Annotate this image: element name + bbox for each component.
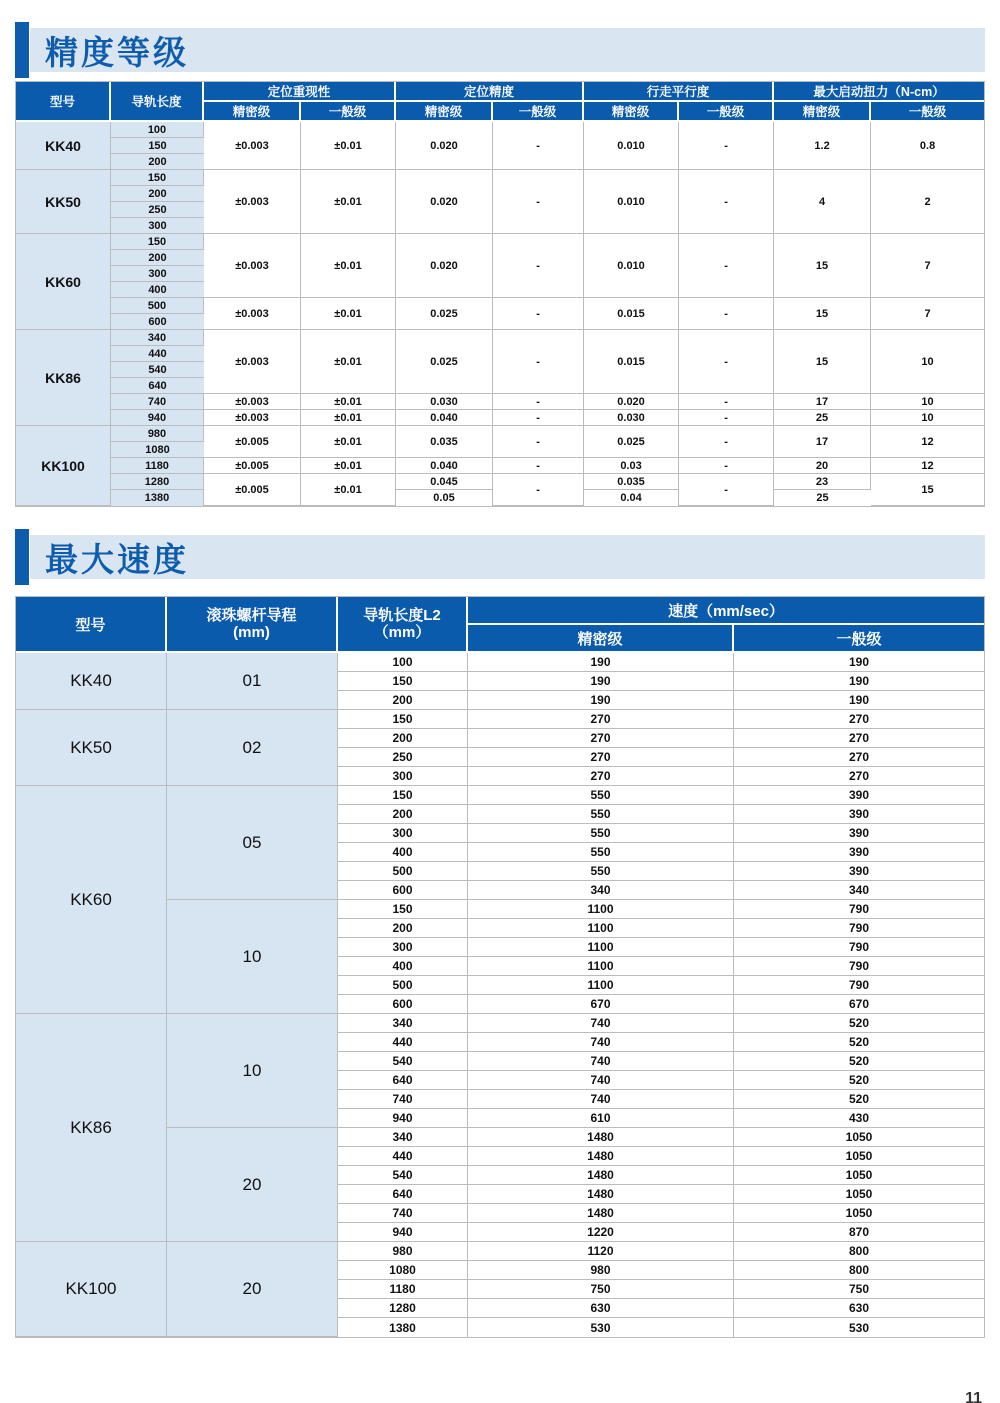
col-group-positioning-accuracy: 定位精度 (396, 82, 584, 102)
value-cell: 15 (774, 298, 871, 330)
precision-section-banner (15, 28, 985, 72)
value-cell: 1480 (468, 1147, 734, 1166)
value-cell: 750 (468, 1280, 734, 1299)
length-cell: 1080 (111, 442, 204, 458)
value-cell: 600 (338, 995, 468, 1014)
table-row (16, 234, 984, 250)
precision-table-body (16, 122, 984, 506)
value-cell: 7 (871, 234, 984, 298)
value-cell: 150 (338, 786, 468, 805)
col-header-rail-length-l2 (338, 597, 468, 653)
value-cell: - (493, 474, 584, 506)
value-cell: 25 (774, 490, 871, 506)
value-cell: 0.045 (396, 474, 493, 490)
lead-cell: 10 (167, 1014, 338, 1128)
value-cell: 1480 (468, 1185, 734, 1204)
value-cell: 0.040 (396, 458, 493, 474)
value-cell: 440 (338, 1033, 468, 1052)
col-group-speed: 速度（mm/sec） (468, 597, 984, 625)
value-cell: 0.040 (396, 410, 493, 426)
value-cell: - (679, 394, 774, 410)
subheader-general-grade: 一般级 (493, 102, 584, 122)
value-cell: 10 (871, 394, 984, 410)
value-cell: 630 (468, 1299, 734, 1318)
value-cell: ±0.005 (204, 426, 301, 458)
value-cell: - (679, 410, 774, 426)
value-cell: 200 (338, 805, 468, 824)
value-cell: 740 (468, 1014, 734, 1033)
header-row-groups (16, 82, 984, 102)
value-cell: 520 (734, 1052, 984, 1071)
speed-table-body (16, 653, 984, 1337)
value-cell: 0.020 (396, 170, 493, 234)
value-cell: 12 (871, 426, 984, 458)
subheader-precision-grade: 精密级 (396, 102, 493, 122)
value-cell: 0.04 (584, 490, 679, 506)
length-cell: 500 (111, 298, 204, 314)
value-cell: 390 (734, 805, 984, 824)
value-cell: 1050 (734, 1204, 984, 1223)
value-cell: 270 (468, 710, 734, 729)
value-cell: 0.020 (396, 234, 493, 298)
value-cell: 0.03 (584, 458, 679, 474)
lead-cell: 01 (167, 653, 338, 710)
length-cell: 940 (111, 410, 204, 426)
value-cell: 200 (338, 729, 468, 748)
value-cell: 270 (468, 748, 734, 767)
col-header-screw-lead (167, 597, 338, 653)
value-cell: 790 (734, 900, 984, 919)
model-cell: KK86 (16, 1014, 167, 1242)
screw-lead-label: 滚珠螺杆导程 (206, 606, 297, 624)
value-cell: 1480 (468, 1166, 734, 1185)
value-cell: ±0.003 (204, 394, 301, 410)
length-cell: 300 (111, 218, 204, 234)
value-cell: 1380 (338, 1318, 468, 1337)
value-cell: 610 (468, 1109, 734, 1128)
value-cell: ±0.01 (301, 426, 396, 458)
value-cell: 10 (871, 330, 984, 394)
value-cell: ±0.01 (301, 394, 396, 410)
value-cell: 400 (338, 957, 468, 976)
value-cell: 800 (734, 1242, 984, 1261)
value-cell: 200 (338, 691, 468, 710)
length-cell: 1280 (111, 474, 204, 490)
col-header-model: 型号 (16, 82, 111, 122)
value-cell: 100 (338, 653, 468, 672)
value-cell: 520 (734, 1014, 984, 1033)
value-cell: 1.2 (774, 122, 871, 170)
value-cell: 0.020 (396, 122, 493, 170)
value-cell: - (679, 234, 774, 298)
model-cell: KK50 (16, 710, 167, 786)
value-cell: - (493, 426, 584, 458)
value-cell: 150 (338, 710, 468, 729)
value-cell: ±0.01 (301, 410, 396, 426)
value-cell: - (493, 298, 584, 330)
value-cell: 520 (734, 1033, 984, 1052)
model-cell: KK60 (16, 234, 111, 330)
value-cell: 0.025 (396, 330, 493, 394)
table-row (16, 1014, 984, 1033)
value-cell: - (493, 410, 584, 426)
value-cell: 0.025 (396, 298, 493, 330)
value-cell: 430 (734, 1109, 984, 1128)
speed-section-banner (15, 535, 985, 579)
value-cell: 550 (468, 805, 734, 824)
length-cell: 200 (111, 186, 204, 202)
value-cell: ±0.003 (204, 170, 301, 234)
lead-cell: 10 (167, 900, 338, 1014)
value-cell: 0.010 (584, 234, 679, 298)
model-cell: KK50 (16, 170, 111, 234)
value-cell: 300 (338, 938, 468, 957)
value-cell: 790 (734, 957, 984, 976)
table-row (16, 410, 984, 426)
value-cell: 0.8 (871, 122, 984, 170)
value-cell: - (679, 474, 774, 506)
length-cell: 1180 (111, 458, 204, 474)
accent-bar (15, 22, 29, 78)
banner-background (30, 535, 985, 579)
value-cell: 440 (338, 1147, 468, 1166)
length-cell: 300 (111, 266, 204, 282)
value-cell: 0.030 (396, 394, 493, 410)
accent-bar (15, 529, 29, 585)
value-cell: 190 (468, 653, 734, 672)
value-cell: 12 (871, 458, 984, 474)
value-cell: 20 (774, 458, 871, 474)
value-cell: 940 (338, 1109, 468, 1128)
length-cell: 640 (111, 378, 204, 394)
value-cell: 1100 (468, 938, 734, 957)
value-cell: 150 (338, 900, 468, 919)
lead-cell: 20 (167, 1128, 338, 1242)
value-cell: 550 (468, 843, 734, 862)
value-cell: - (679, 330, 774, 394)
value-cell: 400 (338, 843, 468, 862)
value-cell: 740 (338, 1204, 468, 1223)
value-cell: 4 (774, 170, 871, 234)
value-cell: 17 (774, 426, 871, 458)
value-cell: 15 (774, 234, 871, 298)
length-cell: 600 (111, 314, 204, 330)
value-cell: 0.020 (584, 394, 679, 410)
screw-lead-unit: (mm) (233, 624, 270, 641)
value-cell: ±0.01 (301, 234, 396, 298)
value-cell: 0.025 (584, 426, 679, 458)
model-cell: KK100 (16, 426, 111, 506)
value-cell: 520 (734, 1090, 984, 1109)
value-cell: 550 (468, 862, 734, 881)
value-cell: 190 (734, 672, 984, 691)
length-cell: 150 (111, 170, 204, 186)
length-cell: 980 (111, 426, 204, 442)
value-cell: 0.015 (584, 298, 679, 330)
rail-length-l2-unit: （mm） (373, 624, 431, 641)
value-cell: 640 (338, 1185, 468, 1204)
value-cell: 1050 (734, 1185, 984, 1204)
value-cell: ±0.003 (204, 410, 301, 426)
col-group-positioning-repeatability: 定位重现性 (204, 82, 396, 102)
value-cell: - (493, 234, 584, 298)
value-cell: 1050 (734, 1147, 984, 1166)
precision-table (16, 82, 984, 506)
value-cell: 250 (338, 748, 468, 767)
model-cell: KK40 (16, 122, 111, 170)
value-cell: 190 (468, 691, 734, 710)
value-cell: 1100 (468, 900, 734, 919)
value-cell: ±0.005 (204, 458, 301, 474)
value-cell: 500 (338, 862, 468, 881)
value-cell: - (679, 458, 774, 474)
length-cell: 1380 (111, 490, 204, 506)
value-cell: 500 (338, 976, 468, 995)
value-cell: 0.015 (584, 330, 679, 394)
table-row (16, 1242, 984, 1261)
value-cell: 270 (734, 710, 984, 729)
col-group-max-starting-torque: 最大启动扭力（N-cm） (774, 82, 984, 102)
value-cell: 270 (734, 729, 984, 748)
table-row (16, 170, 984, 186)
value-cell: 1120 (468, 1242, 734, 1261)
table-row (16, 653, 984, 672)
value-cell: - (493, 122, 584, 170)
value-cell: 540 (338, 1052, 468, 1071)
value-cell: - (493, 330, 584, 394)
speed-table (16, 597, 984, 1337)
value-cell: 0.05 (396, 490, 493, 506)
subheader-precision-grade: 精密级 (584, 102, 679, 122)
value-cell: 300 (338, 824, 468, 843)
value-cell: 790 (734, 919, 984, 938)
model-cell: KK100 (16, 1242, 167, 1337)
value-cell: 17 (774, 394, 871, 410)
length-cell: 740 (111, 394, 204, 410)
length-cell: 540 (111, 362, 204, 378)
lead-cell: 05 (167, 786, 338, 900)
table-row (16, 394, 984, 410)
value-cell: 7 (871, 298, 984, 330)
value-cell: ±0.01 (301, 170, 396, 234)
table-row (16, 786, 984, 805)
value-cell: ±0.003 (204, 298, 301, 330)
value-cell: 200 (338, 919, 468, 938)
model-cell: KK86 (16, 330, 111, 426)
value-cell: 190 (734, 691, 984, 710)
value-cell: 1100 (468, 919, 734, 938)
value-cell: 0.035 (584, 474, 679, 490)
value-cell: 980 (338, 1242, 468, 1261)
precision-section-title: 精度等级 (45, 33, 189, 71)
value-cell: 1100 (468, 957, 734, 976)
col-header-rail-length: 导轨长度 (111, 82, 204, 122)
speed-section-title: 最大速度 (45, 540, 189, 578)
value-cell: ±0.005 (204, 474, 301, 506)
value-cell: 1480 (468, 1204, 734, 1223)
value-cell: 870 (734, 1223, 984, 1242)
value-cell: 550 (468, 786, 734, 805)
value-cell: 190 (734, 653, 984, 672)
value-cell: 550 (468, 824, 734, 843)
value-cell: 630 (734, 1299, 984, 1318)
length-cell: 250 (111, 202, 204, 218)
length-cell: 200 (111, 250, 204, 266)
value-cell: - (679, 426, 774, 458)
banner-background (30, 28, 985, 72)
value-cell: 390 (734, 824, 984, 843)
value-cell: - (679, 170, 774, 234)
value-cell: 800 (734, 1261, 984, 1280)
rail-length-l2-label: 导轨长度L2 (363, 606, 441, 624)
length-cell: 100 (111, 122, 204, 138)
table-row (16, 710, 984, 729)
value-cell: 390 (734, 862, 984, 881)
value-cell: 520 (734, 1071, 984, 1090)
value-cell: 270 (734, 767, 984, 786)
value-cell: 0.010 (584, 122, 679, 170)
value-cell: 270 (468, 767, 734, 786)
value-cell: ±0.01 (301, 122, 396, 170)
value-cell: 670 (734, 995, 984, 1014)
col-header-model: 型号 (16, 597, 167, 653)
value-cell: - (679, 122, 774, 170)
length-cell: 150 (111, 234, 204, 250)
precision-table-wrapper (15, 81, 985, 507)
value-cell: ±0.003 (204, 122, 301, 170)
length-cell: 200 (111, 154, 204, 170)
value-cell: - (493, 394, 584, 410)
value-cell: 0.035 (396, 426, 493, 458)
value-cell: 0.010 (584, 170, 679, 234)
value-cell: 740 (468, 1071, 734, 1090)
value-cell: 2 (871, 170, 984, 234)
value-cell: 1180 (338, 1280, 468, 1299)
value-cell: - (679, 298, 774, 330)
subheader-precision-grade: 精密级 (774, 102, 871, 122)
subheader-general-grade: 一般级 (301, 102, 396, 122)
header-row-groups (16, 597, 984, 625)
value-cell: 640 (338, 1071, 468, 1090)
value-cell: 1080 (338, 1261, 468, 1280)
value-cell: ±0.01 (301, 474, 396, 506)
value-cell: 10 (871, 410, 984, 426)
value-cell: 790 (734, 938, 984, 957)
value-cell: 600 (338, 881, 468, 900)
value-cell: 190 (468, 672, 734, 691)
length-cell: 400 (111, 282, 204, 298)
value-cell: 1220 (468, 1223, 734, 1242)
value-cell: 25 (774, 410, 871, 426)
value-cell: 270 (734, 748, 984, 767)
speed-table-wrapper (15, 596, 985, 1338)
value-cell: 390 (734, 786, 984, 805)
table-row (16, 426, 984, 442)
value-cell: 0.030 (584, 410, 679, 426)
table-row (16, 458, 984, 474)
value-cell: 15 (871, 474, 984, 506)
value-cell: - (493, 458, 584, 474)
value-cell: 1050 (734, 1128, 984, 1147)
table-row (16, 122, 984, 138)
value-cell: 150 (338, 672, 468, 691)
table-row (16, 298, 984, 314)
value-cell: 740 (468, 1033, 734, 1052)
table-row (16, 330, 984, 346)
value-cell: 15 (774, 330, 871, 394)
subheader-general-grade: 一般级 (679, 102, 774, 122)
model-cell: KK40 (16, 653, 167, 710)
value-cell: ±0.01 (301, 330, 396, 394)
lead-cell: 20 (167, 1242, 338, 1337)
value-cell: 23 (774, 474, 871, 490)
length-cell: 150 (111, 138, 204, 154)
value-cell: 1480 (468, 1128, 734, 1147)
subheader-precision-grade: 精密级 (204, 102, 301, 122)
table-row (16, 474, 984, 490)
value-cell: 1280 (338, 1299, 468, 1318)
value-cell: 790 (734, 976, 984, 995)
value-cell: 1100 (468, 976, 734, 995)
value-cell: 530 (468, 1318, 734, 1337)
value-cell: 740 (468, 1052, 734, 1071)
value-cell: 1050 (734, 1166, 984, 1185)
value-cell: 300 (338, 767, 468, 786)
subheader-general-grade: 一般级 (734, 625, 984, 653)
value-cell: ±0.003 (204, 330, 301, 394)
value-cell: 670 (468, 995, 734, 1014)
col-group-travel-parallelism: 行走平行度 (584, 82, 774, 102)
value-cell: 750 (734, 1280, 984, 1299)
value-cell: 980 (468, 1261, 734, 1280)
value-cell: 740 (338, 1090, 468, 1109)
page-number: 11 (965, 1390, 982, 1403)
model-cell: KK60 (16, 786, 167, 1014)
lead-cell: 02 (167, 710, 338, 786)
value-cell: 390 (734, 843, 984, 862)
subheader-precision-grade: 精密级 (468, 625, 734, 653)
length-cell: 440 (111, 346, 204, 362)
value-cell: ±0.01 (301, 458, 396, 474)
value-cell: 940 (338, 1223, 468, 1242)
value-cell: 270 (468, 729, 734, 748)
value-cell: 530 (734, 1318, 984, 1337)
value-cell: ±0.01 (301, 298, 396, 330)
value-cell: - (493, 170, 584, 234)
value-cell: 340 (734, 881, 984, 900)
value-cell: 340 (338, 1128, 468, 1147)
value-cell: 340 (468, 881, 734, 900)
value-cell: 540 (338, 1166, 468, 1185)
subheader-general-grade: 一般级 (871, 102, 984, 122)
length-cell: 340 (111, 330, 204, 346)
value-cell: 740 (468, 1090, 734, 1109)
value-cell: ±0.003 (204, 234, 301, 298)
value-cell: 340 (338, 1014, 468, 1033)
